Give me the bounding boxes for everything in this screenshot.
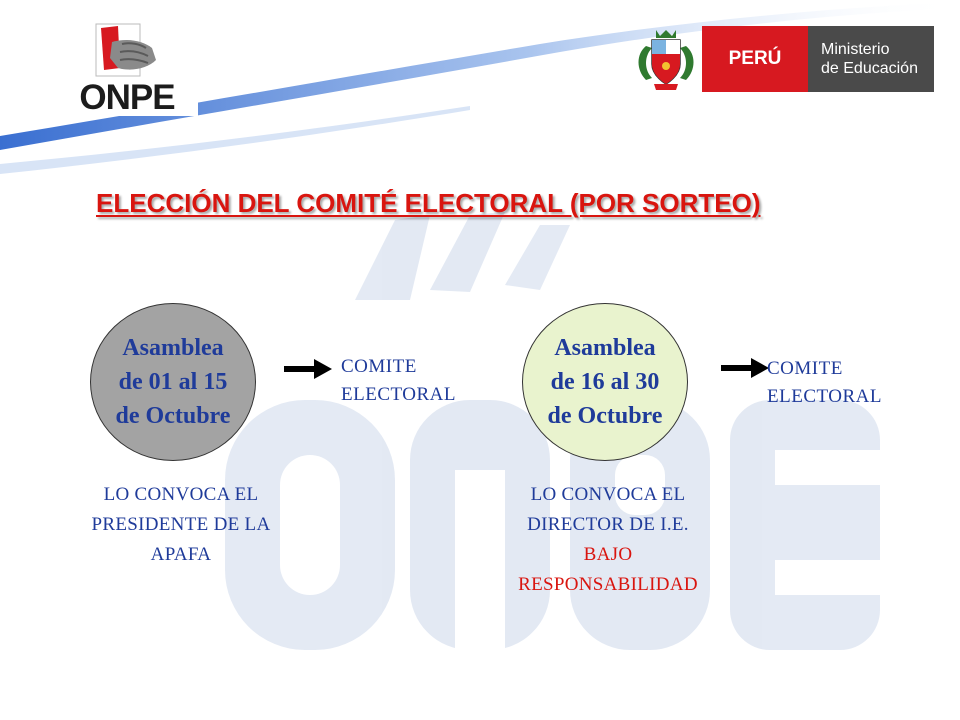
- convoca-note-1: [40, 480, 322, 570]
- assembly-node-1: [90, 303, 256, 461]
- assembly-2-line-3: de Octubre: [547, 403, 663, 429]
- note-1-line-2: PRESIDENTE DE LA: [91, 514, 271, 535]
- assembly-1-line-3: de Octubre: [115, 403, 231, 429]
- assembly-2-line-1: Asamblea: [554, 335, 656, 361]
- note-1-line-1: LO CONVOCA EL: [103, 484, 259, 505]
- hand-ballot-icon: [56, 18, 198, 82]
- note-2-line-2: DIRECTOR DE I.E.: [527, 514, 689, 535]
- result-comite-electoral-2: [767, 355, 882, 411]
- arrow-right-icon: [284, 359, 332, 379]
- assembly-1-line-2: de 01 al 15: [118, 369, 228, 395]
- onpe-logo: [56, 18, 198, 116]
- result-2-line-2: ELECTORAL: [767, 386, 882, 407]
- page-title: ELECCIÓN DEL COMITÉ ELECTORAL (POR SORTEO): [96, 188, 761, 218]
- ministry-name: [808, 26, 934, 92]
- arrow-right-icon: [721, 358, 769, 378]
- convoca-note-2: [456, 480, 760, 600]
- result-2-line-1: COMITE: [767, 358, 843, 379]
- result-comite-electoral-1: [341, 353, 456, 409]
- ministry-line-2: de Educación: [821, 60, 918, 77]
- result-1-line-2: ELECTORAL: [341, 384, 456, 405]
- assembly-node-2: [522, 303, 688, 461]
- note-1-line-3: APAFA: [150, 544, 212, 565]
- peru-label: PERÚ: [702, 26, 808, 92]
- note-2-line-1: LO CONVOCA EL: [530, 484, 686, 505]
- result-1-line-1: COMITE: [341, 356, 417, 377]
- note-2-line-3: BAJO: [583, 544, 633, 565]
- assembly-1-line-1: Asamblea: [122, 335, 224, 361]
- assembly-2-line-2: de 16 al 30: [550, 369, 660, 395]
- ministerio-educacion-logo: [636, 26, 934, 92]
- note-2-line-4: RESPONSABILIDAD: [518, 574, 698, 595]
- peru-coat-of-arms-icon: [636, 26, 696, 92]
- onpe-wordmark: ONPE: [79, 78, 175, 117]
- ministry-line-1: Ministerio: [821, 41, 890, 58]
